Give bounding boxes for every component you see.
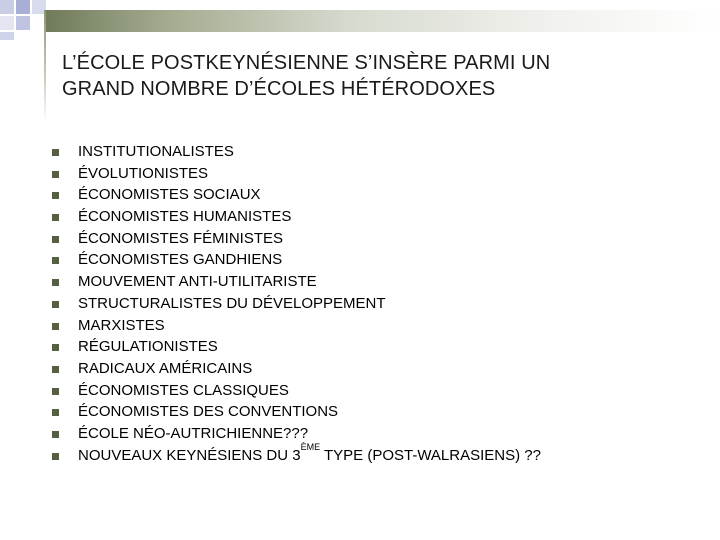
square-bullet-icon [52, 192, 59, 199]
list-item: ÉCONOMISTES FÉMINISTES [52, 228, 541, 250]
list-item: RADICAUX AMÉRICAINS [52, 358, 541, 380]
header-gradient-bar [44, 10, 720, 32]
list-item: ÉCONOMISTES CLASSIQUES [52, 380, 541, 402]
header-vertical-line [44, 10, 46, 122]
list-item: ÉCONOMISTES HUMANISTES [52, 206, 541, 228]
square-bullet-icon [52, 431, 59, 438]
list-item-last: NOUVEAUX KEYNÉSIENS DU 3ÈME TYPE (POST-WALRASIENS) ?? [52, 445, 541, 467]
square-bullet-icon [52, 149, 59, 156]
square-bullet-icon [52, 388, 59, 395]
slide-title [62, 50, 702, 102]
square-bullet-icon [52, 409, 59, 416]
schools-list [52, 141, 541, 466]
slide-title-line-2: GRAND NOMBRE D’ÉCOLES HÉTÉRODOXES [62, 78, 496, 100]
list-item: INSTITUTIONALISTES [52, 141, 541, 163]
square-bullet-icon [52, 453, 59, 460]
square-bullet-icon [52, 257, 59, 264]
list-item: ÉCONOMISTES SOCIAUX [52, 184, 541, 206]
square-bullet-icon [52, 366, 59, 373]
list-item: ÉCONOMISTES DES CONVENTIONS [52, 401, 541, 423]
square-bullet-icon [52, 279, 59, 286]
list-item: MARXISTES [52, 315, 541, 337]
square-bullet-icon [52, 344, 59, 351]
square-bullet-icon [52, 323, 59, 330]
square-bullet-icon [52, 236, 59, 243]
square-bullet-icon [52, 171, 59, 178]
ordinal-superscript: ÈME [300, 441, 321, 452]
list-item: ÉVOLUTIONISTES [52, 163, 541, 185]
list-item: RÉGULATIONISTES [52, 336, 541, 358]
list-item: ÉCOLE NÉO-AUTRICHIENNE??? [52, 423, 541, 445]
list-item: MOUVEMENT ANTI-UTILITARISTE [52, 271, 541, 293]
list-item: ÉCONOMISTES GANDHIENS [52, 249, 541, 271]
square-bullet-icon [52, 301, 59, 308]
slide-title-line-1: L’ÉCOLE POSTKEYNÉSIENNE S’INSÈRE PARMI UN [62, 52, 551, 74]
list-item: STRUCTURALISTES DU DÉVELOPPEMENT [52, 293, 541, 315]
square-bullet-icon [52, 214, 59, 221]
